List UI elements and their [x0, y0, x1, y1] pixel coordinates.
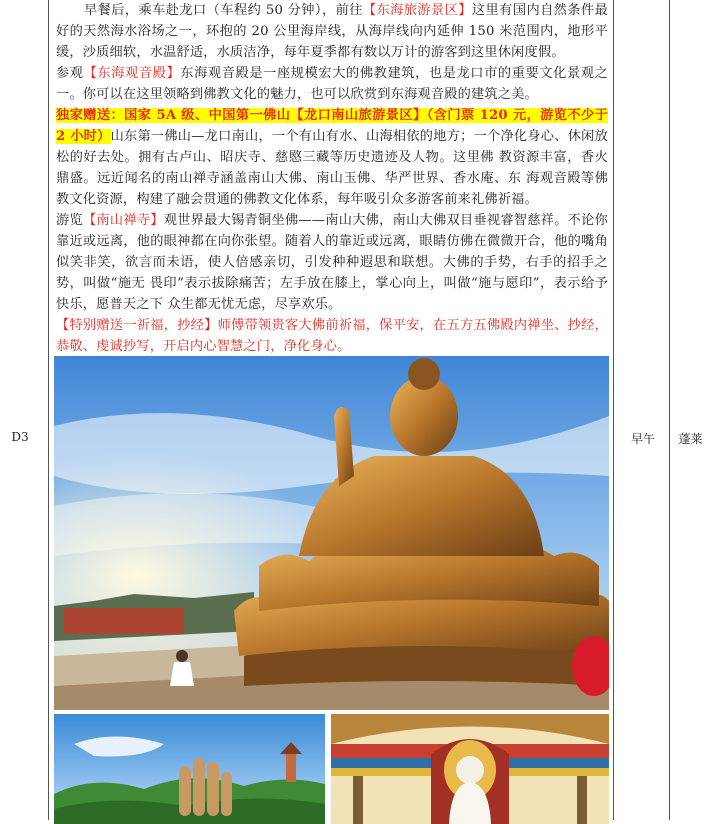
paragraph-donghai — [56, 0, 608, 63]
scenic-spot-label: 【东海旅游景区】 — [362, 3, 472, 18]
scenic-spot-label: 【南山禅寺】 — [82, 213, 164, 228]
paragraph-temple — [56, 210, 608, 315]
giant-hand-sculpture-photo — [54, 714, 325, 824]
buddha-statue-photo — [54, 356, 609, 710]
itinerary-content — [56, 0, 608, 357]
paragraph-guanyin — [56, 63, 608, 105]
meal-cell: 早午 — [630, 432, 655, 446]
paragraph-text: 东海观音殿是一座规模宏大的佛教建筑，也是龙口市的重要文化景观之一。你可以在这里领略到佛教文化的魅力，也可以欣赏到东海观音殿的建筑之美。 — [56, 66, 608, 102]
paragraph-text: 山东第一佛山—龙口南山，一个有山有水、山海相依的地方；一个净化身心、休闲放松的好去处。拥有古卢山、昭庆寺、慈愍三藏等历史遗迹及人物。这里佛 教资源丰富，香火鼎盛。远近闻名的南山禅寺涵盖南山大佛、南山玉佛、华严世界、香水庵、东 海观音殿等佛教文化资源，构建了融会贯通的佛教文化体系，每年吸引众多游客前来礼佛祈福。 — [56, 129, 608, 207]
paragraph-text: 早餐后，乘车赴龙口（车程约 50 分钟），前往 — [84, 3, 363, 18]
paragraph-text: 参观 — [56, 66, 84, 81]
paragraph-special-gift: 【特别赠送一祈福，抄经】师傅带领贵客大佛前祈福，保平安，在五方五佛殿内禅坐、抄经，恭敬、虔诚抄写，开启内心智慧之门，净化身心。 — [56, 318, 608, 354]
paragraph-text: 游览 — [56, 213, 83, 228]
scenic-spot-label: 【东海观音殿】 — [83, 66, 181, 81]
exclusive-gift-highlight: 独家赠送：国家 5A 级、中国第一佛山【龙口南山旅游景区】（含门票 120 元，游览不少于 2 小时） — [56, 108, 608, 144]
jade-buddha-shrine-photo — [331, 714, 609, 824]
paragraph-nanshan — [56, 105, 608, 210]
paragraph-text: 观世界最大锡青铜坐佛——南山大佛，南山大佛双目垂视睿智慈祥。不论你靠近或远离，他的眼神都在向你张望。随着人的靠近或远离，眼睛仿佛在微微开合，他的嘴角似笑非笑，欲言而未语，使人倍感亲切，引发种种遐思和联想。大佛的手势，右手的招手之势，叫做“施无 畏印”表示拔除痛苦；左手放在膝上，掌心向上，叫做“施与愿印”，表示给予快乐，愿普天之下 众生都无忧无虑，尽享欢乐。 — [56, 213, 608, 312]
table-border-content-right — [613, 0, 614, 820]
table-border-left — [48, 0, 49, 820]
hotel-cell: 蓬莱 — [678, 432, 703, 446]
paragraph-text: 这里有国内自然条件最好的天然海水浴场之一，环抱的 20 公里海岸线，从海岸线向内延伸 150 米范围内，地形平缓，沙质细软，水温舒适，水质洁净，每年夏季都有数以万计的游客到这里休闲度假。 — [56, 3, 608, 60]
day-cell: D3 — [11, 430, 29, 444]
table-border-meal-right — [669, 0, 670, 820]
